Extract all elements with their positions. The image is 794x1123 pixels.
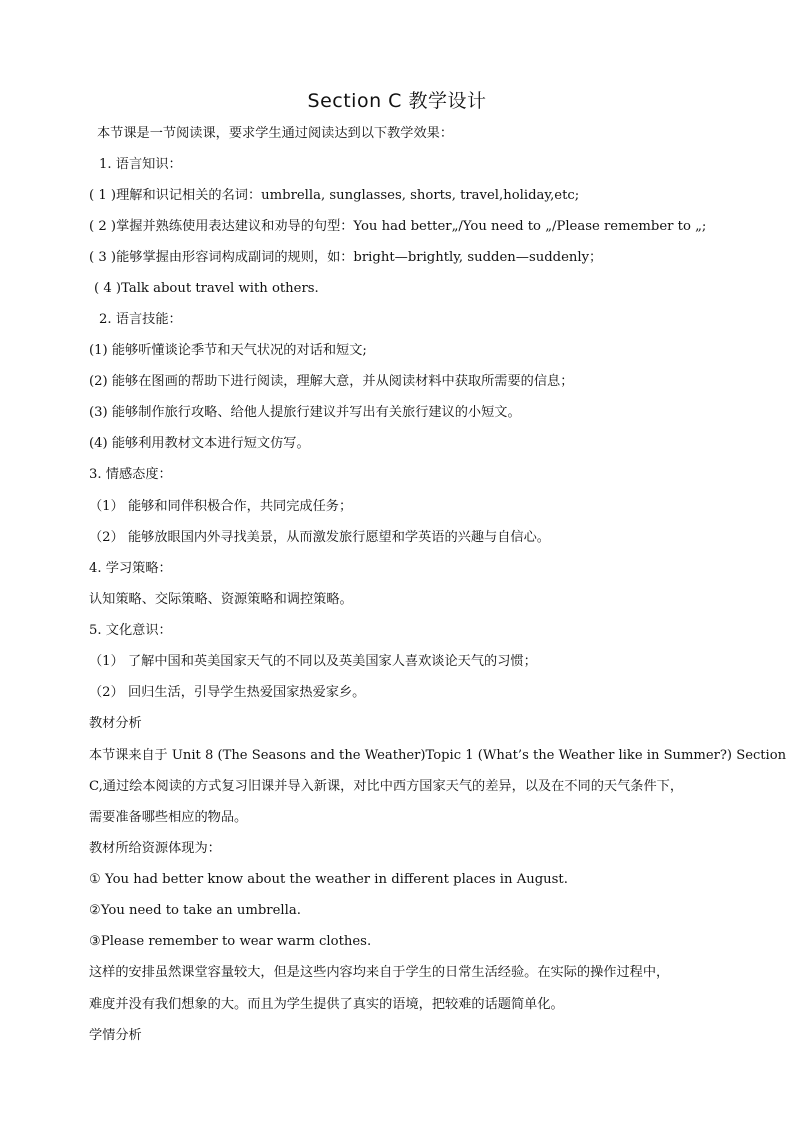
list-item: （1） 了解中国和英美国家天气的不同以及英美国家人喜欢谈论天气的习惯； [89, 654, 537, 669]
paragraph-line: 这样的安排虽然课堂容量较大，但是这些内容均来自于学生的日常生活经验。在实际的操作过程中， [89, 965, 670, 980]
list-item: （2） 能够放眼国内外寻找美景，从而激发旅行愿望和学英语的兴趣与自信心。 [89, 530, 550, 545]
list-item: ① You had better know about the weather in different places in August. [89, 872, 568, 887]
list-item: (2) 能够在图画的帮助下进行阅读，理解大意，并从阅读材料中获取所需要的信息； [89, 374, 574, 389]
section-heading-language-knowledge: 1. 语言知识： [99, 157, 182, 172]
section-heading-culture: 5. 文化意识： [89, 623, 172, 638]
document-title: Section C 教学设计 [307, 90, 487, 112]
list-item: ( 2 )掌握并熟练使用表达建议和劝导的句型：You had better„/You need to „/Please remember to „; [89, 219, 707, 234]
paragraph-line: C,通过绘本阅读的方式复习旧课并导入新课，对比中西方国家天气的差异，以及在不同的天气条件下， [89, 779, 684, 794]
paragraph-line: 教材所给资源体现为： [89, 841, 221, 856]
paragraph-line: 认知策略、交际策略、资源策略和调控策略。 [89, 592, 353, 607]
paragraph-line: 本节课来自于 Unit 8 (The Seasons and the Weather)Topic 1 (What’s the Weather like in Summer?) Section [89, 748, 787, 763]
list-item: ②You need to take an umbrella. [89, 903, 301, 918]
list-item: (3) 能够制作旅行攻略、给他人提旅行建议并写出有关旅行建议的小短文。 [89, 405, 521, 420]
list-item: （2） 回归生活，引导学生热爱国家热爱家乡。 [89, 685, 366, 700]
section-heading-language-skills: 2. 语言技能： [99, 312, 182, 327]
list-item: ( 4 )Talk about travel with others. [94, 281, 319, 296]
section-heading-attitude: 3. 情感态度： [89, 467, 172, 482]
list-item: (1) 能够听懂谈论季节和天气状况的对话和短文; [89, 343, 367, 358]
list-item: ③Please remember to wear warm clothes. [89, 934, 372, 949]
intro-line: 本节课是一节阅读课，要求学生通过阅读达到以下教学效果： [97, 126, 454, 141]
list-item: (4) 能够利用教材文本进行短文仿写。 [89, 436, 310, 451]
list-item: ( 3 )能够掌握由形容词构成副词的规则，如：bright—brightly, sudden—suddenly； [89, 250, 603, 265]
paragraph-line: 需要准备哪些相应的物品。 [89, 810, 248, 825]
section-heading-textbook-analysis: 教材分析 [89, 716, 142, 731]
section-heading-student-analysis: 学情分析 [89, 1028, 142, 1043]
list-item: ( 1 )理解和识记相关的名词：umbrella, sunglasses, shorts, travel,holiday,etc; [89, 188, 580, 203]
list-item: （1） 能够和同伴积极合作，共同完成任务； [89, 499, 353, 514]
section-heading-learning-strategy: 4. 学习策略： [89, 561, 172, 576]
paragraph-line: 难度并没有我们想象的大。而且为学生提供了真实的语境，把较难的话题简单化。 [89, 997, 564, 1012]
